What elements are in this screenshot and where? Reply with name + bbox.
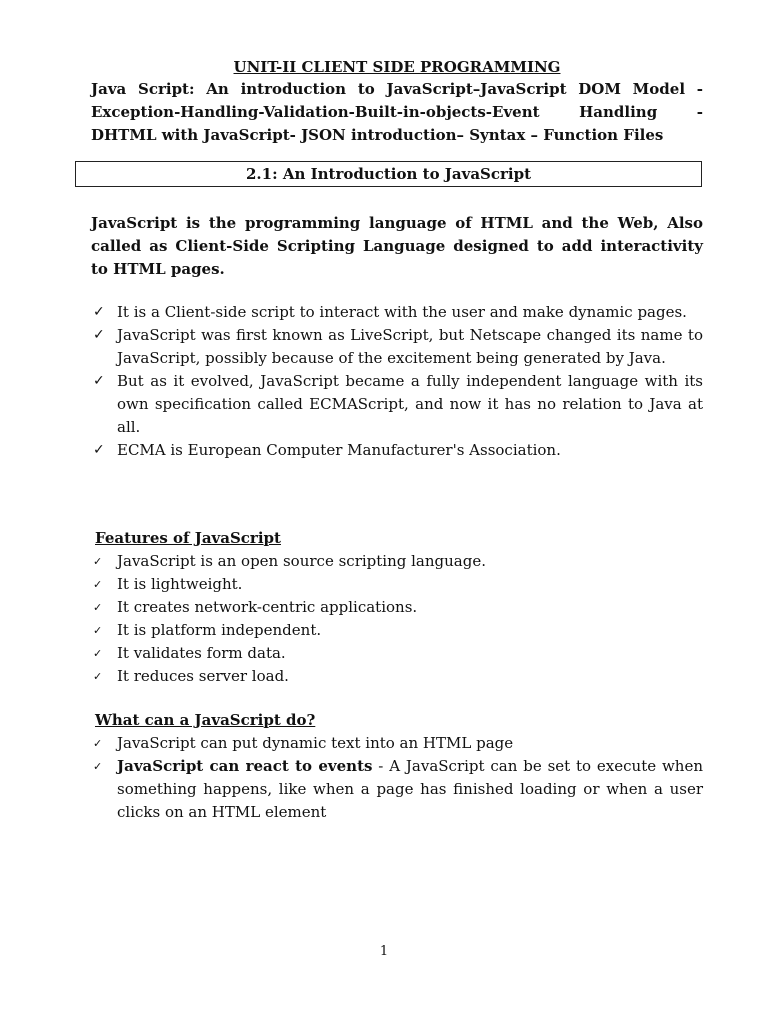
checkmark-icon: ✓ — [93, 737, 103, 750]
list-item-text: It is a Client-side script to interact with the user and make dynamic pages. — [117, 303, 687, 321]
list-item — [91, 439, 703, 462]
unit-topics: Java Script: An introduction to JavaScript–JavaScript DOM Model - Exception-Handling-Validation-Built-in-objects-Event Handling - DHTML with JavaScript- JSON introduction– Syntax – Function Files — [91, 80, 703, 144]
checkmark-icon: ✓ — [93, 304, 105, 320]
intro-points-list — [91, 301, 703, 462]
intro-paragraph: JavaScript is the programming language of HTML and the Web, Also called as Client-Side Scripting Language designed to add interactivity to HTML pages. — [91, 214, 703, 278]
checkmark-icon: ✓ — [93, 760, 103, 773]
list-item-text: ECMA is European Computer Manufacturer's Association. — [117, 441, 561, 459]
list-item — [91, 301, 703, 324]
section-title-box — [75, 161, 702, 187]
page-number: 1 — [379, 944, 389, 959]
checkmark-icon: ✓ — [93, 555, 103, 568]
what-can-heading: What can a JavaScript do? — [95, 711, 316, 729]
list-item — [91, 573, 703, 596]
features-heading: Features of JavaScript — [95, 529, 281, 547]
list-item — [91, 619, 703, 642]
what-can-list — [91, 732, 703, 824]
list-item-text: - A JavaScript can be set to execute when something happens, like when a page has finished loading or when a user clicks on an HTML element — [117, 757, 703, 821]
checkmark-icon: ✓ — [93, 327, 105, 343]
list-item-text: It reduces server load. — [117, 667, 289, 685]
checkmark-icon: ✓ — [93, 624, 103, 637]
features-list — [91, 550, 703, 688]
document-page — [91, 56, 703, 821]
unit-title: UNIT-II CLIENT SIDE PROGRAMMING — [233, 58, 561, 76]
list-item — [91, 370, 703, 439]
list-item — [91, 755, 703, 824]
list-item — [91, 642, 703, 665]
checkmark-icon: ✓ — [93, 442, 105, 458]
list-item — [91, 596, 703, 619]
checkmark-icon: ✓ — [93, 373, 105, 389]
list-item-bold-text: JavaScript can react to events — [117, 757, 373, 775]
list-item-text: JavaScript was first known as LiveScript, but Netscape changed its name to JavaScript, possibly because of the excitement being generated by Java. — [117, 326, 703, 367]
list-item — [91, 324, 703, 370]
list-item-text: It is lightweight. — [117, 575, 243, 593]
checkmark-icon: ✓ — [93, 601, 103, 614]
list-item-text: But as it evolved, JavaScript became a fully independent language with its own specification called ECMAScript, and now it has no relation to Java at all. — [117, 372, 703, 436]
list-item-text: JavaScript can put dynamic text into an HTML page — [117, 734, 514, 752]
list-item — [91, 665, 703, 688]
list-item — [91, 732, 703, 755]
checkmark-icon: ✓ — [93, 670, 103, 683]
list-item-text: It creates network-centric applications. — [117, 598, 418, 616]
checkmark-icon: ✓ — [93, 578, 103, 591]
section-title: 2.1: An Introduction to JavaScript — [245, 165, 532, 183]
list-item-text: It validates form data. — [117, 644, 286, 662]
list-item-text: JavaScript is an open source scripting language. — [117, 552, 486, 570]
list-item — [91, 550, 703, 573]
list-item-text: It is platform independent. — [117, 621, 322, 639]
checkmark-icon: ✓ — [93, 647, 103, 660]
